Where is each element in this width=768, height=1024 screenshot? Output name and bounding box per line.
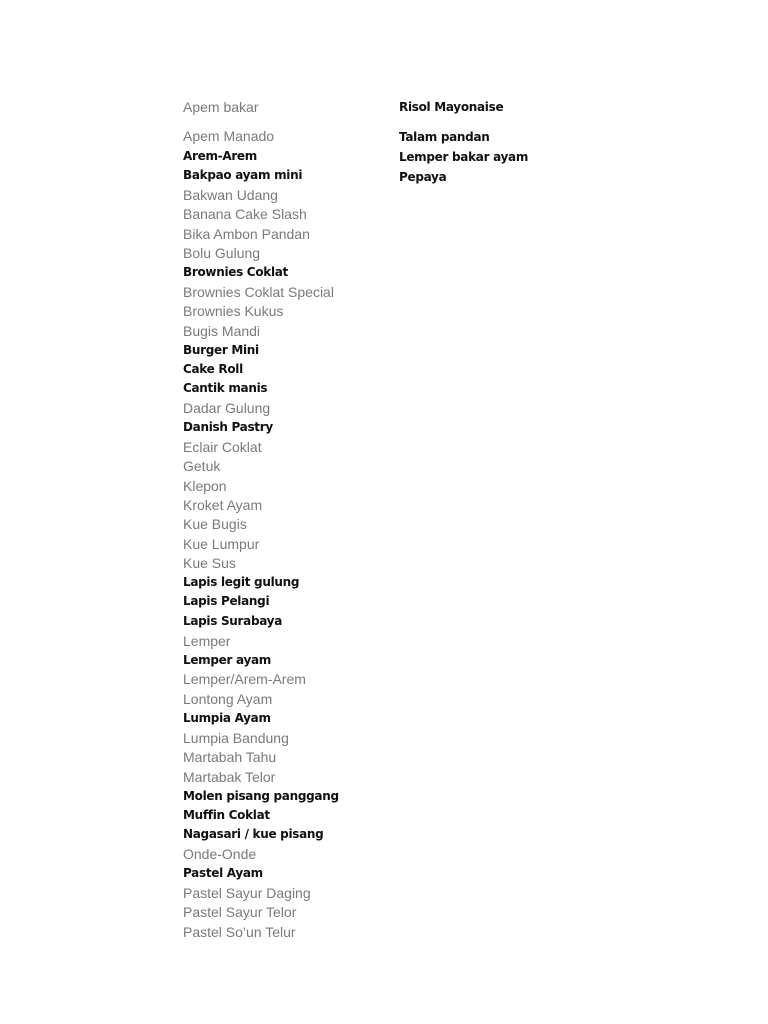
left-list-item: Lemper ayam	[183, 653, 271, 667]
right-list-item: Lemper bakar ayam	[399, 150, 529, 164]
left-list-item: Kue Sus	[183, 555, 236, 571]
left-list-item: Lapis legit gulung	[183, 575, 300, 589]
left-list-item: Arem-Arem	[183, 149, 257, 163]
left-list-item: Getuk	[183, 458, 221, 474]
left-list-item: Cantik manis	[183, 381, 268, 395]
left-list-item: Lumpia Bandung	[183, 730, 289, 746]
left-list-item: Dadar Gulung	[183, 400, 271, 416]
left-list-item: Pastel Sayur Telor	[183, 904, 297, 920]
left-list-item: Burger Mini	[183, 343, 259, 357]
left-list-item: Lapis Pelangi	[183, 594, 270, 608]
left-list-item: Bugis Mandi	[183, 323, 261, 339]
left-list-item: Onde-Onde	[183, 846, 257, 862]
left-list-item: Eclair Coklat	[183, 439, 262, 455]
right-list-item: Talam pandan	[399, 130, 490, 144]
left-list-item: Bakwan Udang	[183, 187, 278, 203]
left-list-item: Kue Lumpur	[183, 536, 260, 552]
left-list-item: Nagasari / kue pisang	[183, 827, 324, 841]
left-list-item: Apem Manado	[183, 128, 275, 144]
left-list-item: Lemper	[183, 633, 231, 649]
left-list-item: Pastel Ayam	[183, 866, 263, 880]
left-list-item: Pastel Sayur Daging	[183, 885, 311, 901]
left-list-item: Pastel So’un Telur	[183, 924, 296, 940]
left-list-item: Brownies Kukus	[183, 303, 284, 319]
left-list-item: Molen pisang panggang	[183, 789, 339, 803]
left-list-item: Cake Roll	[183, 362, 243, 376]
left-list-item: Klepon	[183, 478, 227, 494]
left-list-item: Apem bakar	[183, 99, 259, 115]
left-list-item: Bakpao ayam mini	[183, 168, 303, 182]
left-list-item: Bika Ambon Pandan	[183, 226, 310, 242]
left-list-item: Lontong Ayam	[183, 691, 273, 707]
left-list-item: Banana Cake Slash	[183, 206, 307, 222]
left-list-item: Brownies Coklat	[183, 265, 288, 279]
left-list-item: Danish Pastry	[183, 420, 273, 434]
left-list-item: Kroket Ayam	[183, 497, 263, 513]
left-list-item: Lapis Surabaya	[183, 614, 283, 628]
right-list-item: Risol Mayonaise	[399, 100, 504, 114]
left-list-item: Brownies Coklat Special	[183, 284, 334, 300]
left-list-item: Martabah Tahu	[183, 749, 277, 765]
left-list-item: Martabak Telor	[183, 769, 276, 785]
left-list-item: Muffin Coklat	[183, 808, 270, 822]
left-list-item: Bolu Gulung	[183, 245, 261, 261]
left-list-item: Kue Bugis	[183, 516, 247, 532]
left-list-item: Lemper/Arem-Arem	[183, 671, 306, 687]
right-list-item: Pepaya	[399, 170, 447, 184]
left-list-item: Lumpia Ayam	[183, 711, 271, 725]
